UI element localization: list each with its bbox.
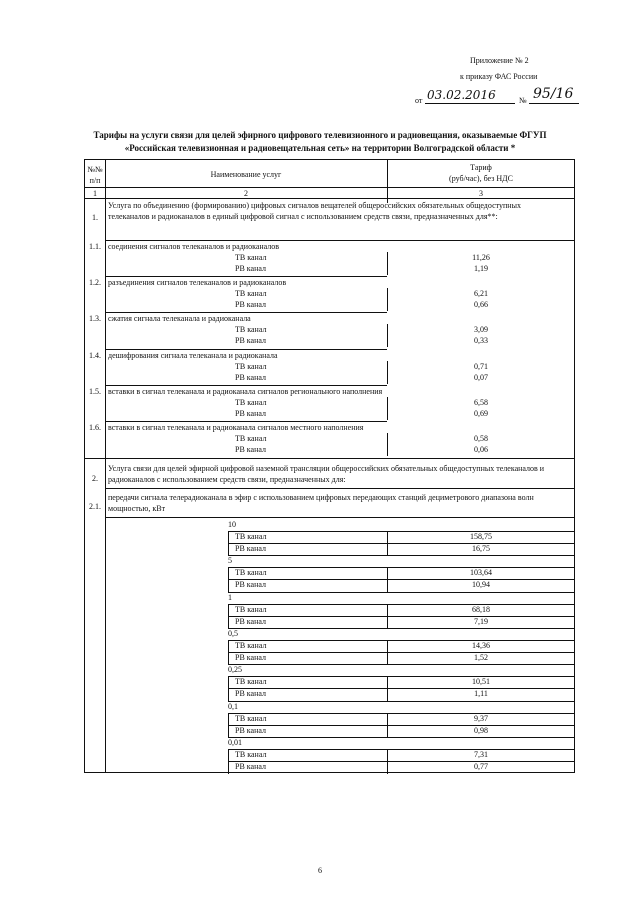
power-row-line [228, 664, 575, 665]
power-row-line [228, 713, 575, 714]
section2-num: 2. [92, 474, 98, 483]
rv-channel-value: 16,75 [472, 544, 490, 553]
tv-channel-value: 11,26 [472, 253, 490, 262]
subsection-divider [105, 385, 387, 386]
tv-channel-label: ТВ канал [235, 325, 267, 335]
colnum-1: 1 [93, 189, 97, 198]
rv-channel-label: РВ канал [235, 408, 266, 418]
rv-channel-value: 1,19 [474, 264, 488, 273]
power-row-left [228, 749, 229, 774]
power-row-line [228, 567, 575, 568]
power-row-line [228, 579, 575, 580]
subsection-divider [105, 421, 387, 422]
subsection-text: соединения сигналов телеканалов и радиоканалов [108, 242, 280, 251]
rv-channel-label: РВ канал [235, 372, 266, 382]
rv-channel-label: РВ канал [235, 336, 266, 346]
power-row-line [228, 701, 575, 702]
from-prefix: от [415, 96, 423, 105]
rv-channel-label: РВ канал [235, 544, 266, 553]
power-row-line [228, 531, 575, 532]
number-underline [529, 103, 579, 104]
rv-channel-value: 0,69 [474, 408, 488, 418]
rv-channel-label: РВ канал [235, 264, 266, 273]
rv-channel-value: 1,11 [474, 689, 488, 699]
tv-channel-label: ТВ канал [235, 749, 267, 759]
title-line2: «Российская телевизионная и радиовещательная сеть» на территории Волгоградской области * [124, 143, 516, 153]
tv-channel-label: ТВ канал [235, 677, 267, 687]
power-value: 5 [228, 556, 232, 566]
rv-channel-value: 0,06 [474, 445, 488, 454]
power-row-mid [387, 713, 388, 738]
tv-channel-value: 6,58 [474, 397, 488, 407]
power-row-line [228, 543, 575, 544]
section2-text: Услуга связи для целей эфирной цифровой наземной трансляции общероссийских обязательных общедоступных телеканалов и радиоканалов с использованием средств связи, предназначенных для: [108, 464, 545, 484]
power-value: 0,25 [228, 665, 242, 675]
tv-channel-value: 68,18 [472, 604, 490, 614]
header-tariff-line2: (руб/час), без НДС [449, 174, 513, 183]
document-title [60, 129, 580, 155]
tv-channel-label: ТВ канал [235, 289, 267, 299]
rv-channel-value: 7,19 [474, 616, 488, 626]
value-divider [387, 252, 388, 275]
section21-bottom-line [105, 517, 575, 518]
appendix-line1: Приложение № 2 [470, 56, 529, 65]
rv-channel-value: 0,66 [474, 300, 488, 310]
power-row-line [228, 749, 575, 750]
rv-channel-value: 1,52 [474, 652, 488, 662]
power-row-line [228, 616, 575, 617]
tv-channel-label: ТВ канал [235, 713, 267, 723]
subsection-divider [105, 312, 387, 313]
power-row-mid [387, 531, 388, 556]
power-row-line [228, 676, 575, 677]
tv-channel-value: 6,21 [474, 289, 488, 299]
tv-channel-value: 14,36 [472, 640, 490, 650]
power-row-left [228, 604, 229, 629]
power-row-line [228, 761, 575, 762]
tv-channel-value: 103,64 [470, 568, 492, 578]
power-row-line [228, 725, 575, 726]
value-divider [387, 433, 388, 456]
handwritten-date: 03.02.2016 [427, 88, 496, 102]
tv-channel-value: 7,31 [474, 749, 488, 759]
title-line1: Тарифы на услуги связи для целей эфирного цифрового телевизионного и радиовещания, оказываемые ФГУП [93, 130, 547, 140]
tv-channel-label: ТВ канал [235, 253, 267, 262]
tv-channel-label: ТВ канал [235, 361, 267, 371]
header-tariff [387, 162, 575, 184]
rv-channel-value: 0,07 [474, 372, 488, 382]
power-row-line [228, 555, 575, 556]
appendix-line2: к приказу ФАС России [460, 72, 538, 81]
power-row-line [228, 592, 575, 593]
tv-channel-label: ТВ канал [235, 640, 267, 650]
tv-channel-value: 0,71 [474, 361, 488, 371]
subsection-text: сжатия сигнала телеканала и радиоканала [108, 314, 251, 324]
subsection-num: 1.4. [89, 350, 101, 360]
rv-channel-value: 0,98 [474, 725, 488, 735]
value-divider [387, 324, 388, 347]
rv-channel-label: РВ канал [235, 580, 266, 590]
subsection-num: 1.2. [89, 278, 101, 288]
subsection-text: вставки в сигнал телеканала и радиоканала сигналов местного наполнения [108, 423, 364, 432]
power-row-left [228, 713, 229, 738]
power-row-line [228, 628, 575, 629]
subsection-text: разъединения сигналов телеканалов и радиоканалов [108, 278, 287, 288]
order-reference [415, 88, 580, 106]
tv-channel-value: 9,37 [474, 713, 488, 723]
header-name: Наименование услуг [210, 170, 282, 179]
power-value: 10 [228, 520, 236, 529]
subsection-num: 1.1. [89, 242, 101, 251]
header-tariff-line1: Тариф [470, 163, 492, 172]
tariff-table [84, 159, 575, 773]
header-num: №№ п/п [87, 165, 103, 185]
subsection-num: 1.6. [89, 423, 101, 432]
section2-top-line [85, 458, 575, 459]
rv-channel-label: РВ канал [235, 300, 266, 310]
power-row-left [228, 531, 229, 556]
rv-channel-label: РВ канал [235, 652, 266, 662]
power-row-line [228, 688, 575, 689]
section1-text: Услуга по объединению (формированию) цифровых сигналов вещателей общероссийских обязательных общедоступных телеканалов и радиоканалов в единый цифровой сигнал с использованием средств связи, предназначенных для**: [108, 201, 521, 221]
subsection-divider [105, 349, 387, 350]
rv-channel-label: РВ канал [235, 616, 266, 626]
date-underline [425, 103, 515, 104]
number-prefix: № [519, 96, 527, 105]
tv-channel-label: ТВ канал [235, 434, 267, 443]
power-row-mid [387, 567, 388, 592]
power-value: 0,01 [228, 737, 242, 747]
subsection-num: 1.5. [89, 386, 101, 396]
value-divider [387, 288, 388, 311]
page-number: 6 [318, 866, 322, 875]
power-value: 0,5 [228, 628, 238, 638]
subsection-num: 1.3. [89, 314, 101, 324]
rv-channel-value: 0,77 [474, 761, 488, 771]
rv-channel-label: РВ канал [235, 725, 266, 735]
section1-num: 1. [92, 213, 98, 222]
tv-channel-label: ТВ канал [235, 397, 267, 407]
tv-channel-value: 10,51 [472, 677, 490, 687]
rv-channel-label: РВ канал [235, 445, 266, 454]
subsection-text: вставки в сигнал телеканала и радиоканала сигналов регионального наполнения [108, 386, 383, 396]
section2-bottom-line [105, 488, 575, 489]
power-value: 0,1 [228, 701, 238, 711]
colnum-3: 3 [479, 189, 483, 198]
power-row-mid [387, 676, 388, 701]
rv-channel-value: 0,33 [474, 336, 488, 346]
tv-channel-value: 158,75 [470, 532, 492, 541]
section21-text: передачи сигнала телерадиоканала в эфир с использованием цифровых передающих станций дециметрового диапазона волн мощностью, кВт [108, 493, 534, 513]
handwritten-number: 95/16 [533, 86, 574, 102]
power-row-left [228, 567, 229, 592]
value-divider [387, 361, 388, 384]
tv-channel-value: 3,09 [474, 325, 488, 335]
power-row-mid [387, 640, 388, 665]
power-row-line [228, 737, 575, 738]
section1-bottom-line [105, 240, 575, 241]
value-divider [387, 397, 388, 420]
tv-channel-label: ТВ канал [235, 604, 267, 614]
power-row-line [228, 652, 575, 653]
power-row-mid [387, 749, 388, 774]
power-row-line [228, 604, 575, 605]
subsection-divider [105, 276, 387, 277]
rv-channel-label: РВ канал [235, 689, 266, 699]
power-row-left [228, 676, 229, 701]
rv-channel-value: 10,94 [472, 580, 490, 590]
subsection-text: дешифрования сигнала телеканала и радиоканала [108, 350, 278, 360]
tv-channel-label: ТВ канал [235, 568, 267, 578]
power-row-line [228, 640, 575, 641]
colnum-2: 2 [244, 189, 248, 198]
power-row-left [228, 640, 229, 665]
power-row-mid [387, 604, 388, 629]
tv-channel-label: ТВ канал [235, 532, 267, 541]
section21-num: 2.1. [89, 502, 101, 511]
tv-channel-value: 0,58 [474, 434, 488, 443]
power-value: 1 [228, 592, 232, 602]
rv-channel-label: РВ канал [235, 761, 266, 771]
